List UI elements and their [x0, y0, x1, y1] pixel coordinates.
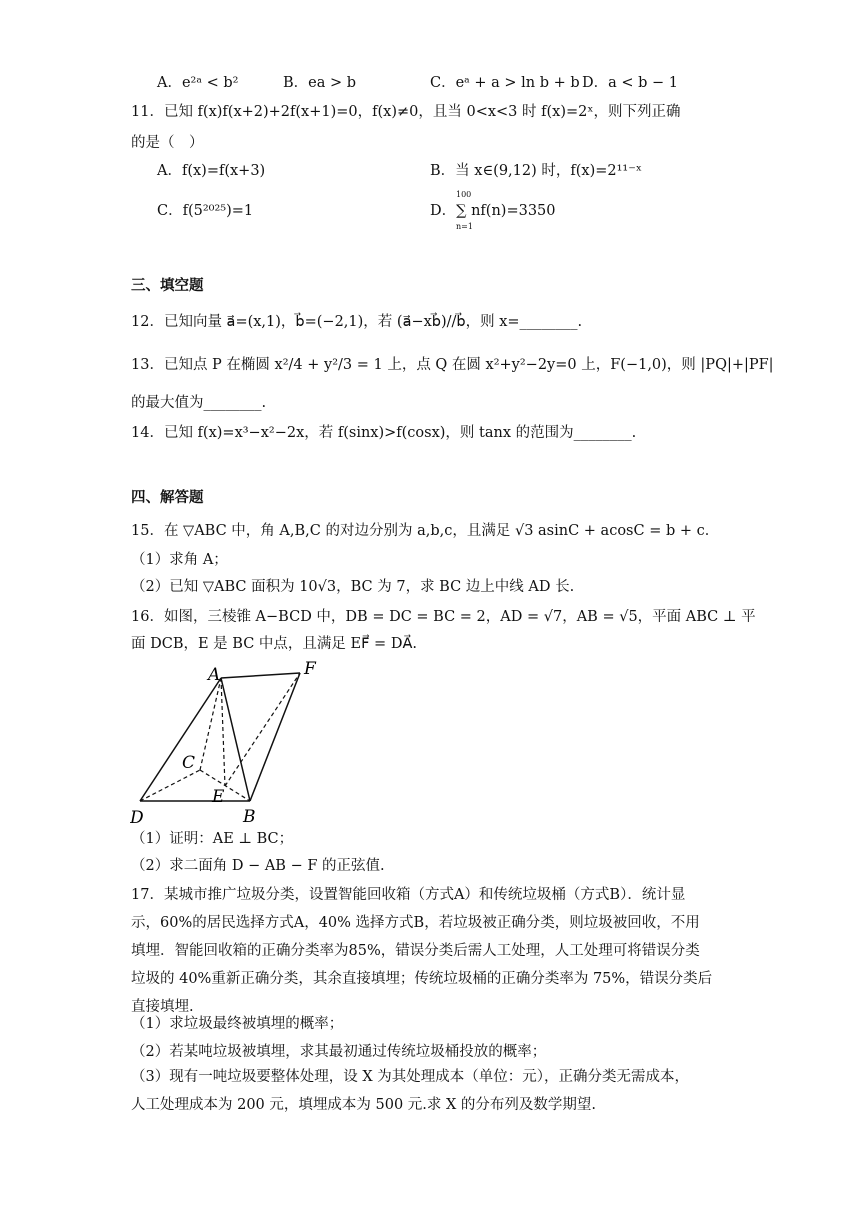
q17-sub2: （2）若某吨垃圾被填埋，求其最初通过传统垃圾桶投放的概率； [131, 1044, 547, 1060]
q17-stem-line2: 示，60%的居民选择方式A，40% 选择方式B，若垃圾被正确分类，则垃圾被回收，不用 [131, 915, 700, 931]
q16-stem-line2: 面 DCB，E 是 BC 中点，且满足 EF⃗ = DA⃗. [131, 636, 417, 652]
label-f: F [304, 660, 316, 679]
section-answer-title: 四、解答题 [131, 490, 204, 506]
q11-stem-line1: 11．已知 f(x)f(x+2)+2f(x+1)=0，f(x)≠0，且当 0<x<3 时 f(x)=2ˣ，则下列正确 [131, 104, 681, 120]
section-fill-in-title: 三、填空题 [131, 278, 204, 294]
label-a: A [208, 665, 221, 685]
q11-stem-line2: 的是（ ） [131, 135, 204, 151]
q17-stem-line1: 17．某城市推广垃圾分类，设置智能回收箱（方式A）和传统垃圾桶（方式B）．统计显 [131, 887, 686, 903]
q11-sum-upper: 100 [456, 190, 472, 199]
q17-stem-line4: 垃圾的 40%重新正确分类，其余直接填埋；传统垃圾桶的正确分类率为 75%，错误分类后 [131, 971, 713, 987]
edge-ca [200, 678, 221, 770]
label-d: D [130, 808, 144, 828]
q15-stem: 15．在 ▽ABC 中，角 A,B,C 的对边分别为 a,b,c，且满足 √3 asinC + acosC = b + c． [131, 523, 720, 539]
q11-option-d: D．∑ nf(n)=3350 [430, 203, 556, 219]
q13-line2: 的最大值为________. [131, 395, 267, 411]
q11-option-b: B．当 x∈(9,12) 时，f(x)=2¹¹⁻ˣ [430, 163, 643, 179]
q16-sub1: （1）证明：AE ⊥ BC； [131, 831, 294, 847]
q15-sub1: （1）求角 A； [131, 552, 228, 568]
tetrahedron-figure [130, 660, 330, 830]
q12: 12．已知向量 a⃗=(x,1)，b⃗=(−2,1)，若 (a⃗−xb⃗)//b⃗，则 x=________. [131, 314, 583, 330]
q16-sub2: （2）求二面角 D − AB − F 的正弦值. [131, 858, 385, 874]
edge-ab [221, 678, 250, 801]
q14: 14．已知 f(x)=x³−x²−2x，若 f(sinx)>f(cosx)，则 tanx 的范围为________. [131, 425, 637, 441]
label-c: C [182, 753, 196, 773]
q17-stem-line3: 填埋．智能回收箱的正确分类率为85%，错误分类后需人工处理，人工处理可将错误分类 [131, 943, 700, 959]
q10-option-b: B．ea > b [283, 75, 357, 91]
edge-af [221, 673, 300, 678]
q17-sub1: （1）求垃圾最终被填埋的概率； [131, 1016, 344, 1032]
label-e: E [212, 787, 225, 807]
edge-dc [140, 770, 200, 801]
label-b: B [243, 807, 256, 827]
edge-da [140, 678, 221, 801]
q17-sub3-line2: 人工处理成本为 200 元，填埋成本为 500 元.求 X 的分布列及数学期望. [131, 1097, 597, 1113]
q13-line1: 13．已知点 P 在椭圆 x²/4 + y²/3 = 1 上，点 Q 在圆 x²+y²−2y=0 上，F(−1,0)，则 |PQ|+|PF| [131, 357, 774, 373]
q10-option-a: A．e²ᵃ < b² [157, 75, 239, 91]
q11-sum-lower: n=1 [456, 222, 473, 231]
q17-sub3-line1: （3）现有一吨垃圾要整体处理，设 X 为其处理成本（单位：元），正确分类无需成本， [131, 1069, 690, 1085]
q15-sub2: （2）已知 ▽ABC 面积为 10√3，BC 为 7，求 BC 边上中线 AD 长. [131, 579, 575, 595]
q17-stem-line5: 直接填埋. [131, 999, 194, 1015]
q10-option-c: C．eᵃ + a > ln b + b [430, 75, 580, 91]
q11-option-c: C．f(5²⁰²⁵)=1 [157, 203, 254, 219]
q10-option-d: D．a < b − 1 [582, 75, 679, 91]
q16-stem-line1: 16．如图，三棱锥 A−BCD 中，DB = DC = BC = 2，AD = √7，AB = √5，平面 ABC ⊥ 平 [131, 609, 756, 625]
q11-option-a: A．f(x)=f(x+3) [157, 163, 266, 179]
